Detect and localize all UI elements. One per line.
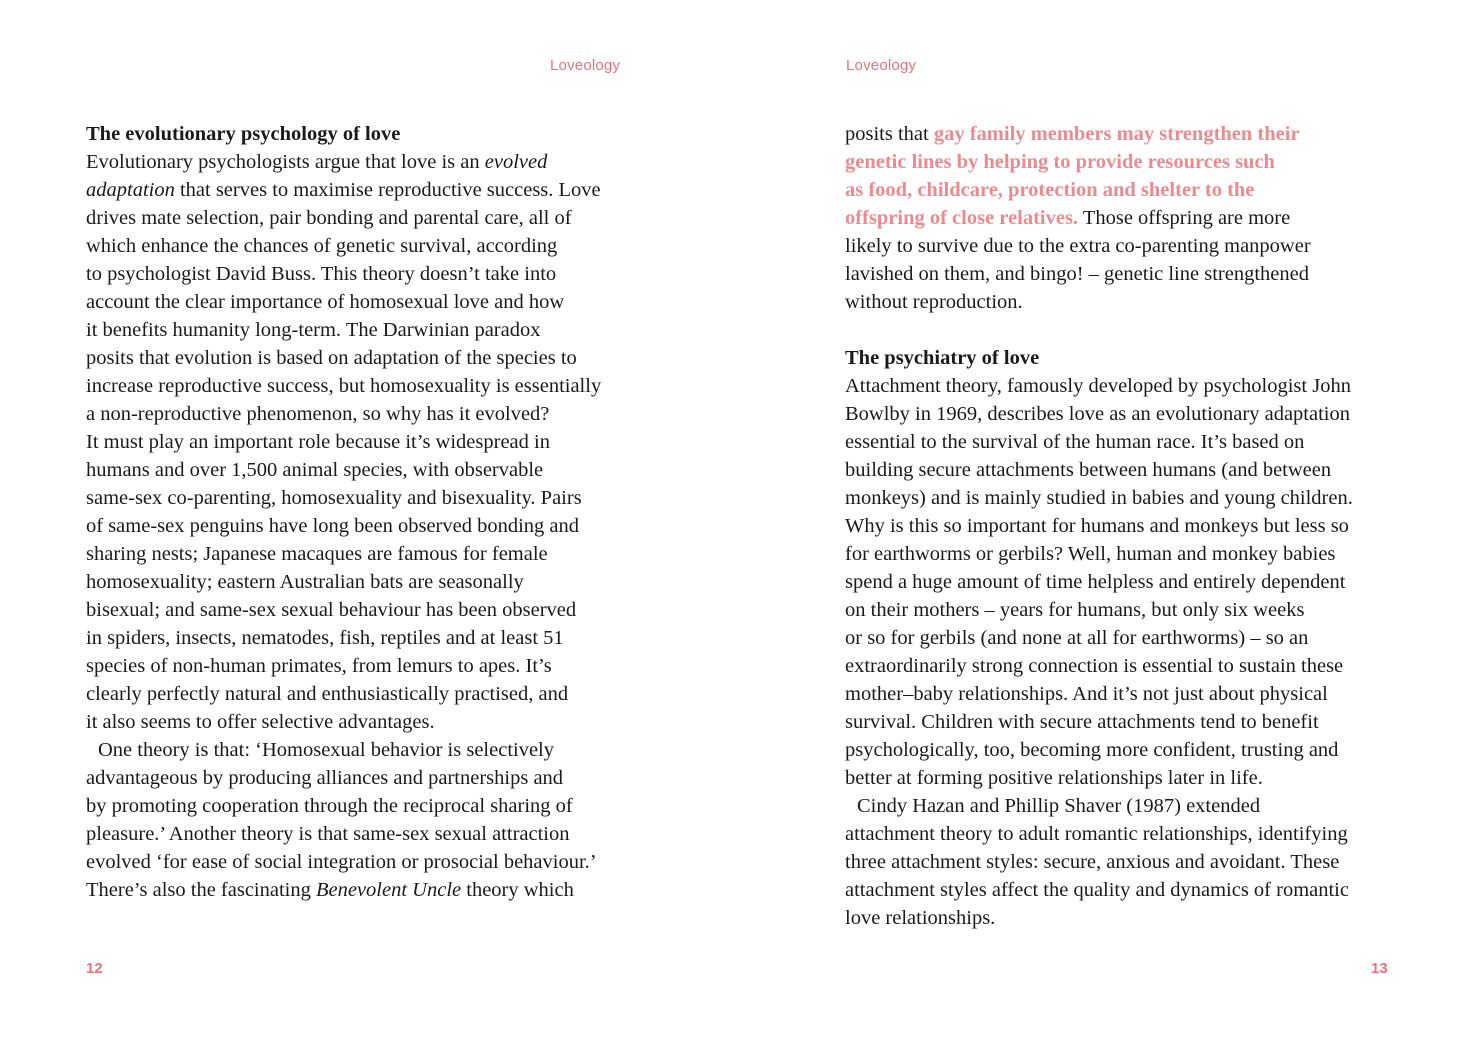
text-line: attachment theory to adult romantic relationships, identifying bbox=[845, 823, 1348, 845]
text-line: of same-sex penguins have long been observed bonding and bbox=[86, 515, 580, 537]
section-heading: The psychiatry of love bbox=[845, 347, 1040, 369]
italic-term: adaptation bbox=[86, 179, 175, 201]
text-line bbox=[845, 176, 1405, 204]
text-line: survival. Children with secure attachments tend to benefit bbox=[845, 711, 1319, 733]
text-line: better at forming positive relationships later in life. bbox=[845, 767, 1263, 789]
text-line: evolved ‘for ease of social integration or prosocial behaviour.’ bbox=[86, 851, 597, 873]
text-line: lavished on them, and bingo! – genetic line strengthened bbox=[845, 263, 1309, 285]
page-number-right: 13 bbox=[1371, 960, 1388, 977]
highlighted-text: genetic lines by helping to provide resources such bbox=[845, 151, 1275, 173]
text-line: sharing nests; Japanese macaques are famous for female bbox=[86, 543, 548, 565]
text-line: Bowlby in 1969, describes love as an evolutionary adaptation bbox=[845, 403, 1350, 425]
italic-term: evolved bbox=[484, 151, 548, 173]
text-line: monkeys) and is mainly studied in babies and young children. bbox=[845, 487, 1353, 509]
text-line: psychologically, too, becoming more confident, trusting and bbox=[845, 739, 1339, 761]
text-line: increase reproductive success, but homosexuality is essentially bbox=[86, 375, 602, 397]
text-line: likely to survive due to the extra co-parenting manpower bbox=[845, 235, 1311, 257]
text-line: adaptation that serves to maximise reproductive success. Love bbox=[86, 179, 601, 201]
text-line: species of non-human primates, from lemurs to apes. It’s bbox=[86, 655, 552, 677]
text-line: by promoting cooperation through the reciprocal sharing of bbox=[86, 795, 573, 817]
highlighted-text: gay family members may strengthen their bbox=[933, 123, 1300, 145]
text-line: Why is this so important for humans and monkeys but less so bbox=[845, 515, 1349, 537]
text-line: for earthworms or gerbils? Well, human and monkey babies bbox=[845, 543, 1336, 565]
text-line: essential to the survival of the human race. It’s based on bbox=[845, 431, 1305, 453]
text-line: love relationships. bbox=[845, 907, 996, 929]
left-body-text bbox=[86, 148, 646, 904]
running-head-right: Loveology bbox=[846, 57, 917, 74]
text-line: it also seems to offer selective advantages. bbox=[86, 711, 435, 733]
text-line: account the clear importance of homosexual love and how bbox=[86, 291, 565, 313]
text-line: drives mate selection, pair bonding and parental care, all of bbox=[86, 207, 572, 229]
text-line: clearly perfectly natural and enthusiastically practised, and bbox=[86, 683, 569, 705]
text-line: mother–baby relationships. And it’s not just about physical bbox=[845, 683, 1328, 705]
highlighted-text: offspring of close relatives. bbox=[845, 207, 1079, 229]
text-line: it benefits humanity long-term. The Darwinian paradox bbox=[86, 319, 541, 341]
text-line: attachment styles affect the quality and dynamics of romantic bbox=[845, 879, 1349, 901]
highlighted-text: as food, childcare, protection and shelter to the bbox=[845, 179, 1255, 201]
right-body-text bbox=[845, 372, 1405, 932]
text-line: extraordinarily strong connection is essential to sustain these bbox=[845, 655, 1344, 677]
text-line: same-sex co-parenting, homosexuality and bisexuality. Pairs bbox=[86, 487, 582, 509]
text-line: or so for gerbils (and none at all for earthworms) – so an bbox=[845, 627, 1309, 649]
section-heading: The evolutionary psychology of love bbox=[86, 123, 401, 145]
italic-term: Benevolent Uncle bbox=[315, 879, 462, 901]
continuation-text bbox=[845, 120, 1405, 316]
running-head-left: Loveology bbox=[550, 57, 621, 74]
text-line: humans and over 1,500 animal species, with observable bbox=[86, 459, 544, 481]
text-line: bisexual; and same-sex sexual behaviour has been observed bbox=[86, 599, 577, 621]
text-line: One theory is that: ‘Homosexual behavior is selectively bbox=[98, 739, 555, 761]
right-page bbox=[737, 0, 1474, 1049]
text-line: pleasure.’ Another theory is that same-sex sexual attraction bbox=[86, 823, 570, 845]
text-line bbox=[845, 148, 1405, 176]
text-line: There’s also the fascinating Benevolent Uncle theory which bbox=[86, 879, 574, 901]
text-line: to psychologist David Buss. This theory doesn’t take into bbox=[86, 263, 557, 285]
text-line: spend a huge amount of time helpless and entirely dependent bbox=[845, 571, 1346, 593]
left-text-block bbox=[86, 120, 646, 904]
text-line: homosexuality; eastern Australian bats are seasonally bbox=[86, 571, 524, 593]
text-line: posits that evolution is based on adaptation of the species to bbox=[86, 347, 577, 369]
text-line: offspring of close relatives. Those offspring are more bbox=[845, 207, 1291, 229]
text-line: which enhance the chances of genetic survival, according bbox=[86, 235, 558, 257]
text-line: It must play an important role because it’s widespread in bbox=[86, 431, 550, 453]
text-line: in spiders, insects, nematodes, fish, reptiles and at least 51 bbox=[86, 627, 564, 649]
text-line: without reproduction. bbox=[845, 291, 1023, 313]
text-line: a non-reproductive phenomenon, so why has it evolved? bbox=[86, 403, 550, 425]
text-line: Evolutionary psychologists argue that love is an evolved bbox=[86, 151, 548, 173]
paragraph-gap bbox=[845, 316, 1405, 344]
text-line: Attachment theory, famously developed by psychologist John bbox=[845, 375, 1351, 397]
text-line: three attachment styles: secure, anxious and avoidant. These bbox=[845, 851, 1340, 873]
text-line: building secure attachments between humans (and between bbox=[845, 459, 1332, 481]
text-line: posits that gay family members may strengthen their bbox=[845, 123, 1300, 145]
text-line: advantageous by producing alliances and partnerships and bbox=[86, 767, 564, 789]
text-line: on their mothers – years for humans, but only six weeks bbox=[845, 599, 1305, 621]
text-line: Cindy Hazan and Phillip Shaver (1987) extended bbox=[857, 795, 1261, 817]
right-text-block bbox=[845, 120, 1405, 932]
page-number-left: 12 bbox=[86, 960, 103, 977]
